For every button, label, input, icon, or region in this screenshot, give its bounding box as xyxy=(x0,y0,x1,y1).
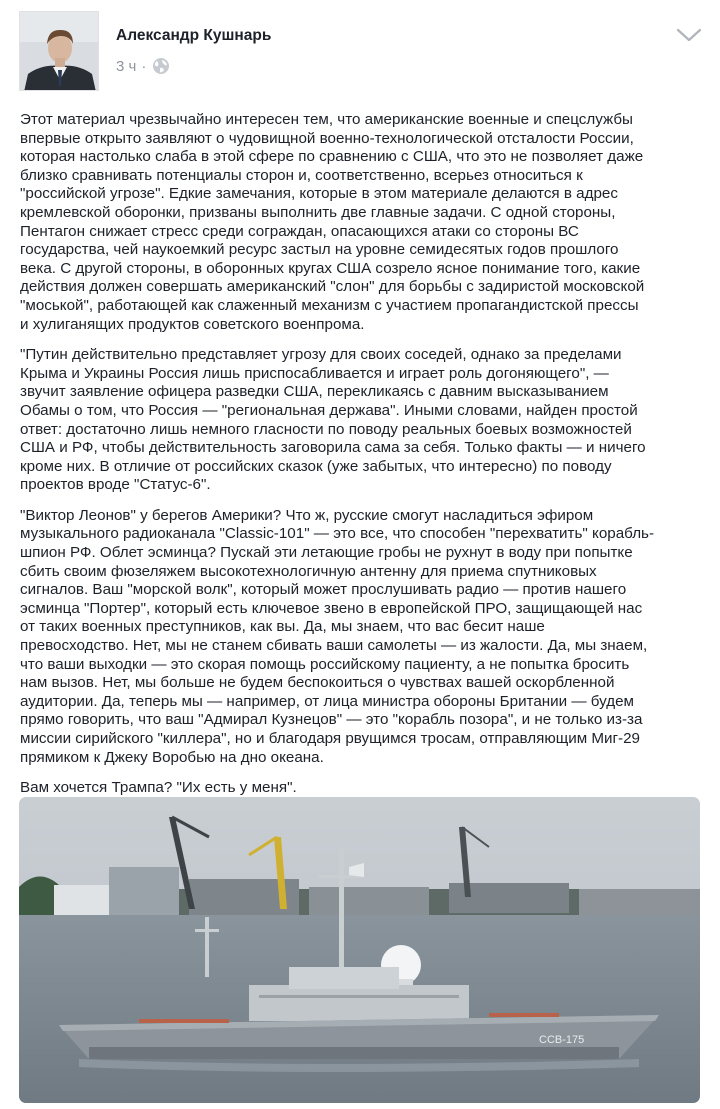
post-paragraph-4: Вам хочется Трампа? "Их есть у меня". xyxy=(20,779,297,797)
ship-photo xyxy=(19,797,700,1103)
post-meta xyxy=(116,57,170,75)
chevron-down-icon xyxy=(676,26,702,44)
globe-icon[interactable] xyxy=(152,57,170,75)
post-menu-button[interactable] xyxy=(676,26,702,44)
post-header xyxy=(0,0,720,100)
post-photo[interactable] xyxy=(19,797,700,1103)
ship-hull-number: ССВ-175 xyxy=(539,1034,585,1046)
avatar-photo xyxy=(20,12,99,91)
post-paragraph-3: "Виктор Леонов" у берегов Америки? Что ж, русские смогут насладиться эфиром музыкального радиоканала "Classic-101" — это все, что способен "перехватить" корабль- шпион РФ. Облет эсминца? Пускай эти летающие гробы не рухнут в воду при попытке сбить своим фюзеляжем высокотехнологичную антенну для приема спутниковых сигналов. Ваш "морской волк", который может прослушивать радио — против нашего эсминца "Портер", который есть ключевое звено в европейской ПРО, защищающей нас от таких военных преступников, как вы. Да, мы знаем, что вас бесит наше превосходство. Нет, мы не станем сбивать ваши самолеты — из жалости. Да, мы знаем, что ваши выходки — это скорая помощь российскому пациенту, а не попытка бросить нам вызов. Нет, мы больше не будем беспокоиться о чувствах вашей оскорбленной аудитории. Да, теперь мы — например, от лица министра обороны Британии — будем прямо говорить, что ваш "Адмирал Кузнецов" — это "корабль позора", и не только из-за миссии сирийского "киллера", но и благодаря рвущимся тросам, отправляющим Миг-29 прямиком к Джеку Воробью на дно океана. xyxy=(20,506,655,766)
post-timestamp[interactable]: 3 ч xyxy=(116,57,137,75)
post-paragraph-2: "Путин действительно представляет угрозу для своих соседей, однако за пределами Крыма и Украины Россия лишь приспосабливается и играет роль догоняющего", — звучит заявление офицера разведки США, перекликаясь с давним высказыванием Обамы о том, что Россия — "региональная держава". Иными словами, найден простой ответ: достаточно лишь немного гласности по поводу реальных боевых возможностей США и РФ, чтобы действительность заговорила сама за себя. Только факты — и ничего кроме них. В отличие от российских сказок (уже забытых, что интересно) по поводу проектов вроде "Статус-6". xyxy=(20,346,646,494)
post-body xyxy=(20,111,702,810)
author-name[interactable]: Александр Кушнарь xyxy=(116,27,272,44)
post-paragraph-1: Этот материал чрезвычайно интересен тем, что американские военные и спецслужбы впервые открыто заявляют о чудовищной военно-технологической отсталости России, которая настолько слаба в этой сфере по сравнению с США, что это не позволяет даже близко сравнивать потенциалы сторон и, соответственно, всерьез относиться к "российской угрозе". Едкие замечания, которые в этом материале делаются в адрес кремлевской оборонки, призваны выполнить две главные задачи. С одной стороны, Пентагон снижает стресс среди сограждан, опасающихся атаки со стороны ВС государства, чей наукоемкий ресурс застыл на уровне семидесятых годов прошлого века. С другой стороны, в оборонных кругах США созрело ясное понимание того, какие действия должен совершать американский "слон" для борьбы с задиристой московской "моськой", работающей как слаженный механизм с участием пропагандистской прессы и хулиганящих продуктов советского военпрома. xyxy=(20,111,645,333)
author-avatar[interactable] xyxy=(19,11,99,91)
meta-separator: · xyxy=(141,57,147,75)
